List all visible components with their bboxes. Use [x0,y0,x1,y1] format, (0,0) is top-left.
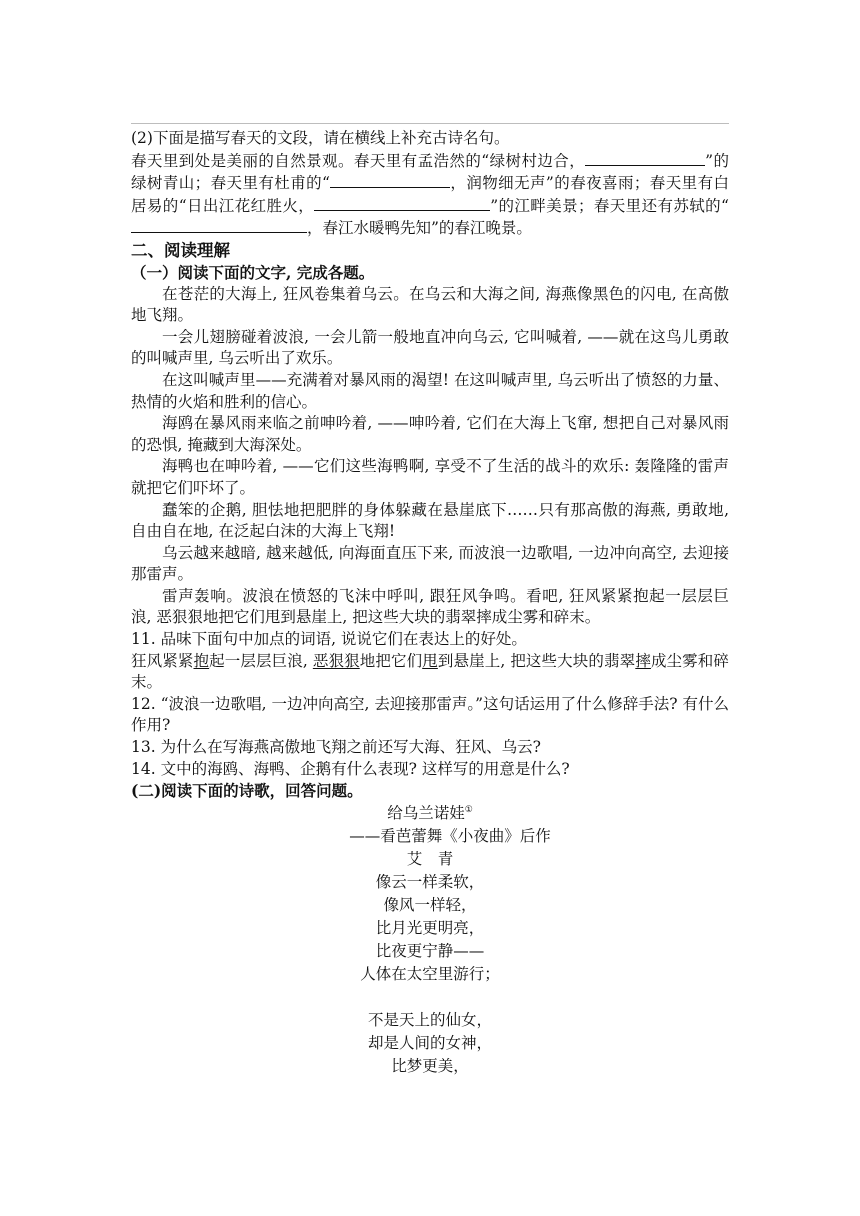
poem-author: 艾 青 [406,849,454,868]
q11-marked-word: 抱 [193,651,210,670]
poem-line: 比夜更宁静—— [375,941,485,960]
passage-paragraph: 蠢笨的企鹅, 胆怯地把肥胖的身体躲藏在悬崖底下……只有那高傲的海燕, 勇敢地, 自由自在地, 在泛起白沫的大海上飞翔! [131,500,729,541]
subsection-1-title: （一）阅读下面的文字, 完成各题。 [131,262,375,282]
question-13: 13. 为什么在写海燕高傲地飞翔之前还写大海、狂风、乌云? [131,738,541,757]
passage-paragraph: 一会儿翅膀碰着波浪, 一会儿箭一般地直冲向乌云, 它叫喊着, ——就在这鸟儿勇敢的叫喊声里, 乌云听出了欢乐。 [131,327,729,368]
q11-text: 成尘雾和碎末。 [131,651,729,692]
blank-4[interactable] [131,217,307,233]
poem-title [131,802,729,825]
poem-line: 人体在太空里游行； [360,964,500,983]
q11-marked-word: 摔 [635,651,651,670]
poem-line: 比梦更美， [391,1056,469,1075]
passage-paragraph: 海鸥在暴风雨来临之前呻吟着, ——呻吟着, 它们在大海上飞窜, 想把自己对暴风雨的恐惧, 掩藏到大海深处。 [131,414,729,454]
question-14: 14. 文中的海鸥、海鸭、企鹅有什么表现? 这样写的用意是什么? [131,759,570,778]
poem-line: 像风一样轻， [383,895,477,914]
subsection-2-title: (二)阅读下面的诗歌，回答问题。 [131,781,363,801]
q11-marked-word: 恶狠狠 [312,651,360,670]
question-11-sentence [131,651,729,694]
poem-subtitle: ——看芭蕾舞《小夜曲》后作 [349,826,551,845]
q11-text: 地把它们 [359,651,423,670]
stanza-gap [131,986,729,1009]
blank-2[interactable] [330,172,450,188]
q11-marked-word: 甩 [422,651,438,670]
passage-paragraph: 乌云越来越暗, 越来越低, 向海面直压下来, 而波浪一边歌唱, 一边冲向高空, 去迎接那雷声。 [131,543,729,584]
spring-text-b: ”的绿树青山；春天里有杜甫的“ [131,151,729,193]
header-rule [131,123,729,124]
poem-line: 像云一样柔软， [375,872,485,891]
passage-paragraph: 在苍茫的大海上, 狂风卷集着乌云。在乌云和大海之间, 海燕像黑色的闪电, 在高傲地飞翔。 [131,284,729,325]
poem-title-text: 给乌兰诺娃 [387,803,465,822]
spring-paragraph [131,150,729,240]
footnote-mark: ① [464,804,473,815]
blank-1[interactable] [585,150,705,166]
poem-line: 却是人间的女神， [367,1033,492,1052]
passage-paragraph: 在这叫喊声里——充满着对暴风雨的渴望! 在这叫喊声里, 乌云听出了愤怒的力量、热情的火焰和胜利的信心。 [131,370,729,411]
spring-text-e: ，春江水暖鸭先知”的春江晚景。 [307,219,532,238]
poem [131,802,729,1078]
q11-text: 狂风紧紧 [131,651,194,670]
blank-3[interactable] [314,195,490,211]
poem-line: 比月光更明亮， [375,918,485,937]
question-12: 12. “波浪一边歌唱, 一边冲向高空, 去迎接那雷声。”这句话运用了什么修辞手法? 有什么作用? [131,694,729,735]
spring-text-d: ”的江畔美景；春天里还有苏轼的“ [490,196,729,215]
question-11: 11. 品味下面句中加点的词语, 说说它们在表达上的好处。 [131,630,527,649]
document-body [131,128,729,1078]
q11-text: 到悬崖上, 把这些大块的翡翠 [437,651,636,670]
question-2-title: (2)下面是描写春天的文段，请在横线上补充古诗名句。 [131,129,510,147]
passage-paragraph: 雷声轰响。波浪在愤怒的飞沫中呼叫, 跟狂风争鸣。看吧, 狂风紧紧抱起一层层巨浪, 恶狠狠地把它们甩到悬崖上, 把这些大块的翡翠摔成尘雾和碎末。 [131,586,729,627]
passage-paragraph: 海鸭也在呻吟着, ——它们这些海鸭啊, 享受不了生活的战斗的欢乐: 轰隆隆的雷声就把它们吓坏了。 [131,457,729,497]
poem-line: 不是天上的仙女， [367,1010,492,1029]
spring-text-a: 春天里到处是美丽的自然景观。春天里有孟浩然的“绿树村边合， [131,151,586,170]
spring-text-c: ，润物细无声”的春夜喜雨；春天里有白居易的“日出江花红胜火， [131,174,729,215]
section-heading-reading: 二、阅读理解 [131,240,230,260]
q11-text: 起一层层巨浪, [209,651,313,670]
